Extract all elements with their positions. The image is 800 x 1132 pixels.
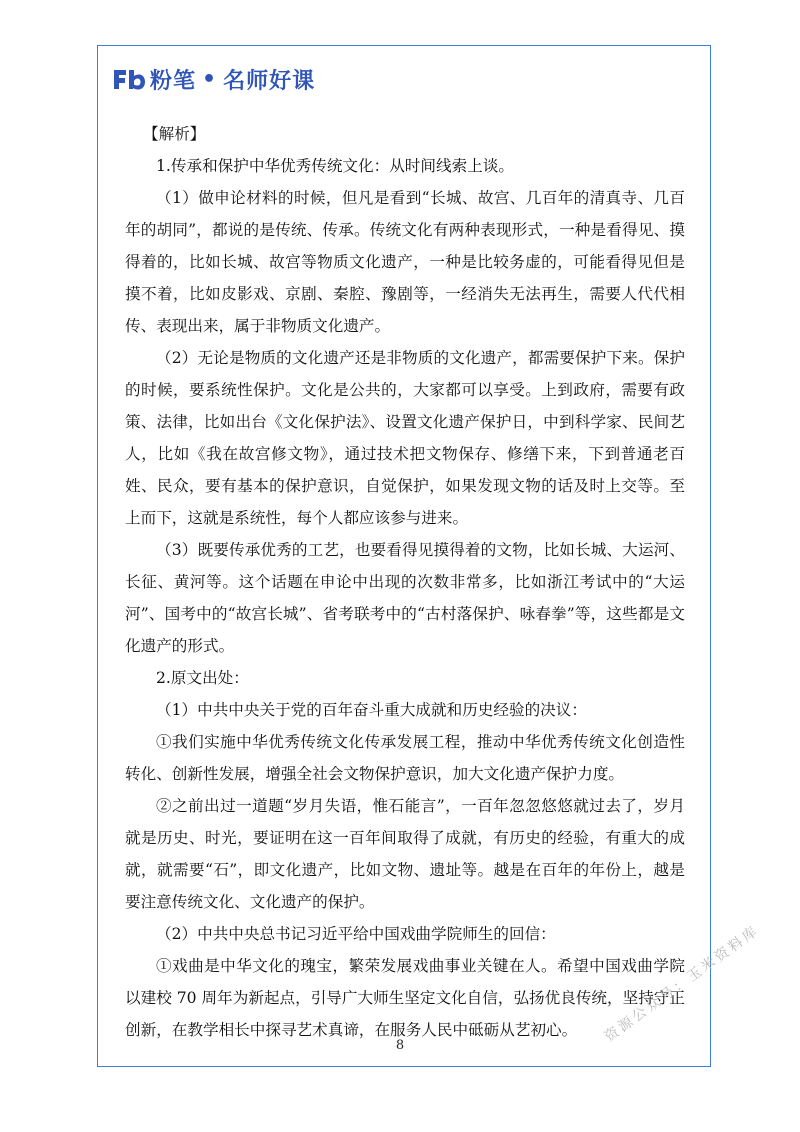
point1-paragraph-2: （2）无论是物质的文化遗产还是非物质的文化遗产，都需要保护下来。保护的时候，要系统性保护。文化是公共的，大家都可以享受。上到政府，需要有政策、法律，比如出台《文化保护法》、设置文化遗产保护日，中到科学家、民间艺人，比如《我在故宫修文物》，通过技术把文物保存、修缮下来，下到普通老百姓、民众，要有基本的保护意识，自觉保护，如果发现文物的话及时上交等。至上而下，这就是系统性，每个人都应该参与进来。 xyxy=(125,349,685,527)
section-label: 【解析】 xyxy=(143,125,206,143)
page-number: 8 xyxy=(395,1038,405,1053)
point1-title: 1.传承和保护中华优秀传统文化：从时间线索上谈。 xyxy=(156,157,514,175)
analysis-content xyxy=(125,118,685,1046)
watermark: 资源公众号：玉米资料库 xyxy=(601,922,763,1046)
fb-logo-icon xyxy=(112,67,146,91)
source2-item-1: ①戏曲是中华文化的瑰宝，繁荣发展戏曲事业关键在人。希望中国戏曲学院以建校 70 周年为新起点，引导广大师生坚定文化自信，弘扬优良传统，坚持守正创新，在教学相长中探寻艺术真谛，在服务人民中砥砺从艺初心。 xyxy=(125,957,685,1039)
source2-title: （2）中共中央总书记习近平给中国戏曲学院师生的回信： xyxy=(156,925,556,943)
header-logo xyxy=(112,64,315,94)
source1-title: （1）中共中央关于党的百年奋斗重大成就和历史经验的决议： xyxy=(156,701,587,719)
point2-title: 2.原文出处： xyxy=(156,669,249,687)
point1-paragraph-3: （3）既要传承优秀的工艺，也要看得见摸得着的文物，比如长城、大运河、长征、黄河等。这个话题在申论中出现的次数非常多，比如浙江考试中的“大运河”、国考中的“故宫长城”、省考联考中的“古村落保护、咏春拳”等，这些都是文化遗产的形式。 xyxy=(125,541,685,655)
brand-name: 粉笔 xyxy=(150,68,197,94)
point1-paragraph-1: （1）做申论材料的时候，但凡是看到“长城、故宫、几百年的清真寺、几百年的胡同”，都说的是传统、传承。传统文化有两种表现形式，一种是看得见、摸得着的，比如长城、故宫等物质文化遗产，一种是比较务虚的，可能看得见但是摸不着，比如皮影戏、京剧、秦腔、豫剧等，一经消失无法再生，需要人代代相传、表现出来，属于非物质文化遗产。 xyxy=(125,189,685,335)
brand-separator: • xyxy=(202,66,218,92)
product-name: 名师好课 xyxy=(223,68,316,94)
source1-item-1: ①我们实施中华优秀传统文化传承发展工程，推动中华优秀传统文化创造性转化、创新性发展，增强全社会文物保护意识，加大文化遗产保护力度。 xyxy=(125,733,685,783)
source1-item-2: ②之前出过一道题“岁月失语，惟石能言”，一百年忽忽悠悠就过去了，岁月就是历史、时光，要证明在这一百年间取得了成就，有历史的经验，有重大的成就，就需要“石”，即文化遗产，比如文物、遗址等。越是在百年的年份上，越是要注意传统文化、文化遗产的保护。 xyxy=(125,797,685,911)
